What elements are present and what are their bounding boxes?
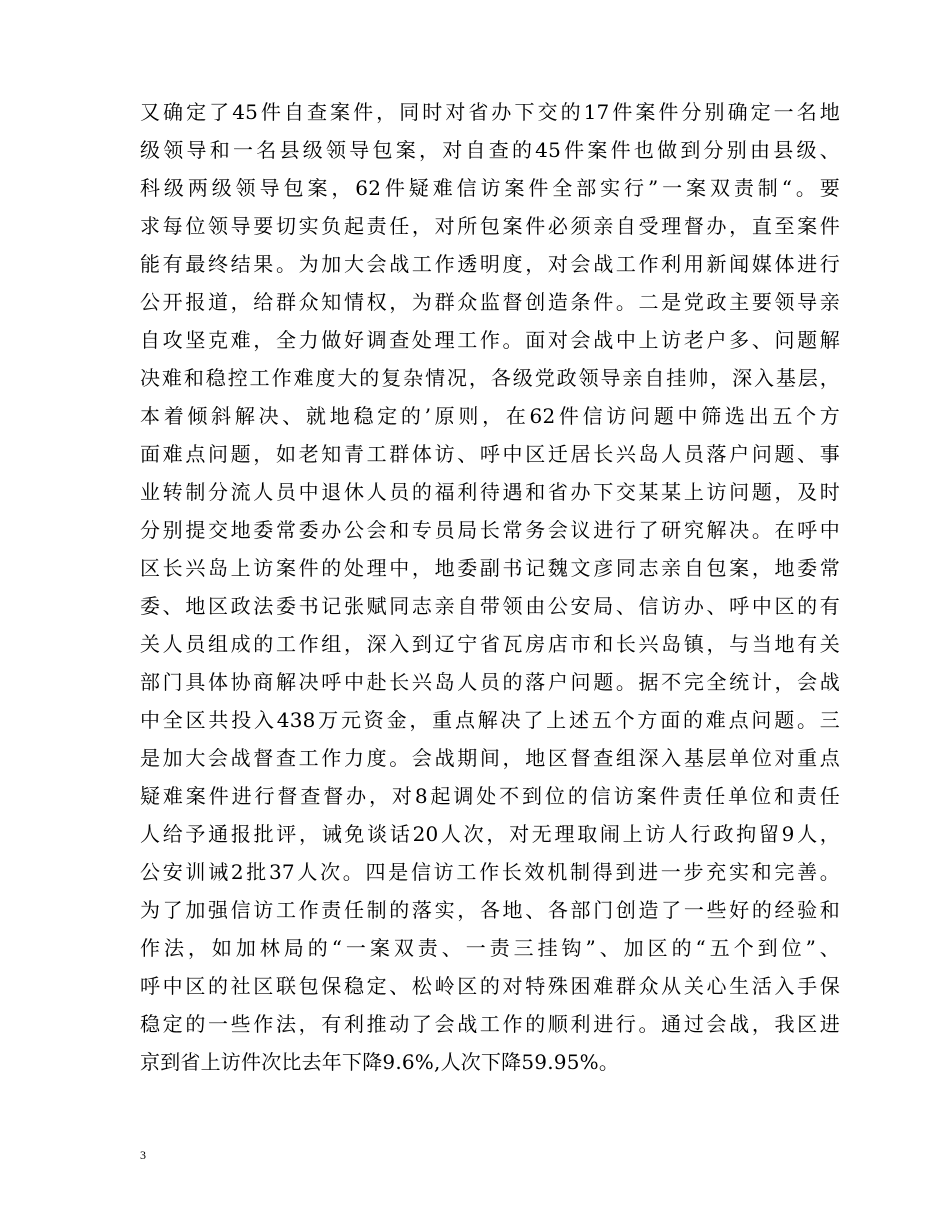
body-line: 委、地区政法委书记张赋同志亲自带领由公安局、信访办、呼中区的有 — [140, 594, 840, 618]
body-line: 公开报道，给群众知情权，为群众监督创造条件。二是党政主要领导亲 — [140, 290, 840, 314]
body-line: 呼中区的社区联包保稳定、松岭区的对特殊困难群众从关心生活入手保 — [140, 974, 840, 998]
body-line: 为了加强信访工作责任制的落实，各地、各部门创造了一些好的经验和 — [140, 898, 840, 922]
body-line: 人给予通报批评，诫免谈话20人次，对无理取闹上访人行政拘留9人， — [140, 822, 840, 846]
body-line: 分别提交地委常委办公会和专员局长常务会议进行了研究解决。在呼中 — [140, 518, 840, 542]
body-line: 又确定了45件自查案件，同时对省办下交的17件案件分别确定一名地 — [140, 100, 840, 124]
page-number: 3 — [140, 1148, 146, 1162]
body-line: 本着倾斜解决、就地稳定的’原则，在62件信访问题中筛选出五个方 — [140, 404, 840, 428]
body-line: 科级两级领导包案，62件疑难信访案件全部实行”一案双责制“。要 — [140, 176, 840, 200]
document-body — [140, 93, 840, 1081]
body-line: 能有最终结果。为加大会战工作透明度，对会战工作利用新闻媒体进行 — [140, 252, 840, 276]
body-line: 是加大会战督查工作力度。会战期间，地区督查组深入基层单位对重点 — [140, 746, 840, 770]
body-line: 级领导和一名县级领导包案，对自查的45件案件也做到分别由县级、 — [140, 138, 840, 162]
body-line: 业转制分流人员中退休人员的福利待遇和省办下交某某上访问题，及时 — [140, 480, 840, 504]
body-line: 中全区共投入438万元资金，重点解决了上述五个方面的难点问题。三 — [140, 708, 840, 732]
body-line: 稳定的一些作法，有利推动了会战工作的顺利进行。通过会战，我区进 — [140, 1012, 840, 1036]
body-line: 疑难案件进行督查督办，对8起调处不到位的信访案件责任单位和责任 — [140, 784, 840, 808]
body-line: 部门具体协商解决呼中赴长兴岛人员的落户问题。据不完全统计，会战 — [140, 670, 840, 694]
body-line-last: 京到省上访件次比去年下降9.6%,人次下降59.95%。 — [140, 1050, 620, 1074]
body-line: 关人员组成的工作组，深入到辽宁省瓦房店市和长兴岛镇，与当地有关 — [140, 632, 840, 656]
body-line: 求每位领导要切实负起责任，对所包案件必须亲自受理督办，直至案件 — [140, 214, 840, 238]
body-line: 区长兴岛上访案件的处理中，地委副书记魏文彦同志亲自包案，地委常 — [140, 556, 840, 580]
body-line: 面难点问题，如老知青工群体访、呼中区迁居长兴岛人员落户问题、事 — [140, 442, 840, 466]
body-line: 公安训诫2批37人次。四是信访工作长效机制得到进一步充实和完善。 — [140, 860, 840, 884]
body-line: 自攻坚克难，全力做好调查处理工作。面对会战中上访老户多、问题解 — [140, 328, 840, 352]
body-line: 决难和稳控工作难度大的复杂情况，各级党政领导亲自挂帅，深入基层， — [140, 366, 840, 390]
body-line: 作法，如加林局的“一案双责、一责三挂钩”、加区的“五个到位”、 — [140, 936, 840, 960]
